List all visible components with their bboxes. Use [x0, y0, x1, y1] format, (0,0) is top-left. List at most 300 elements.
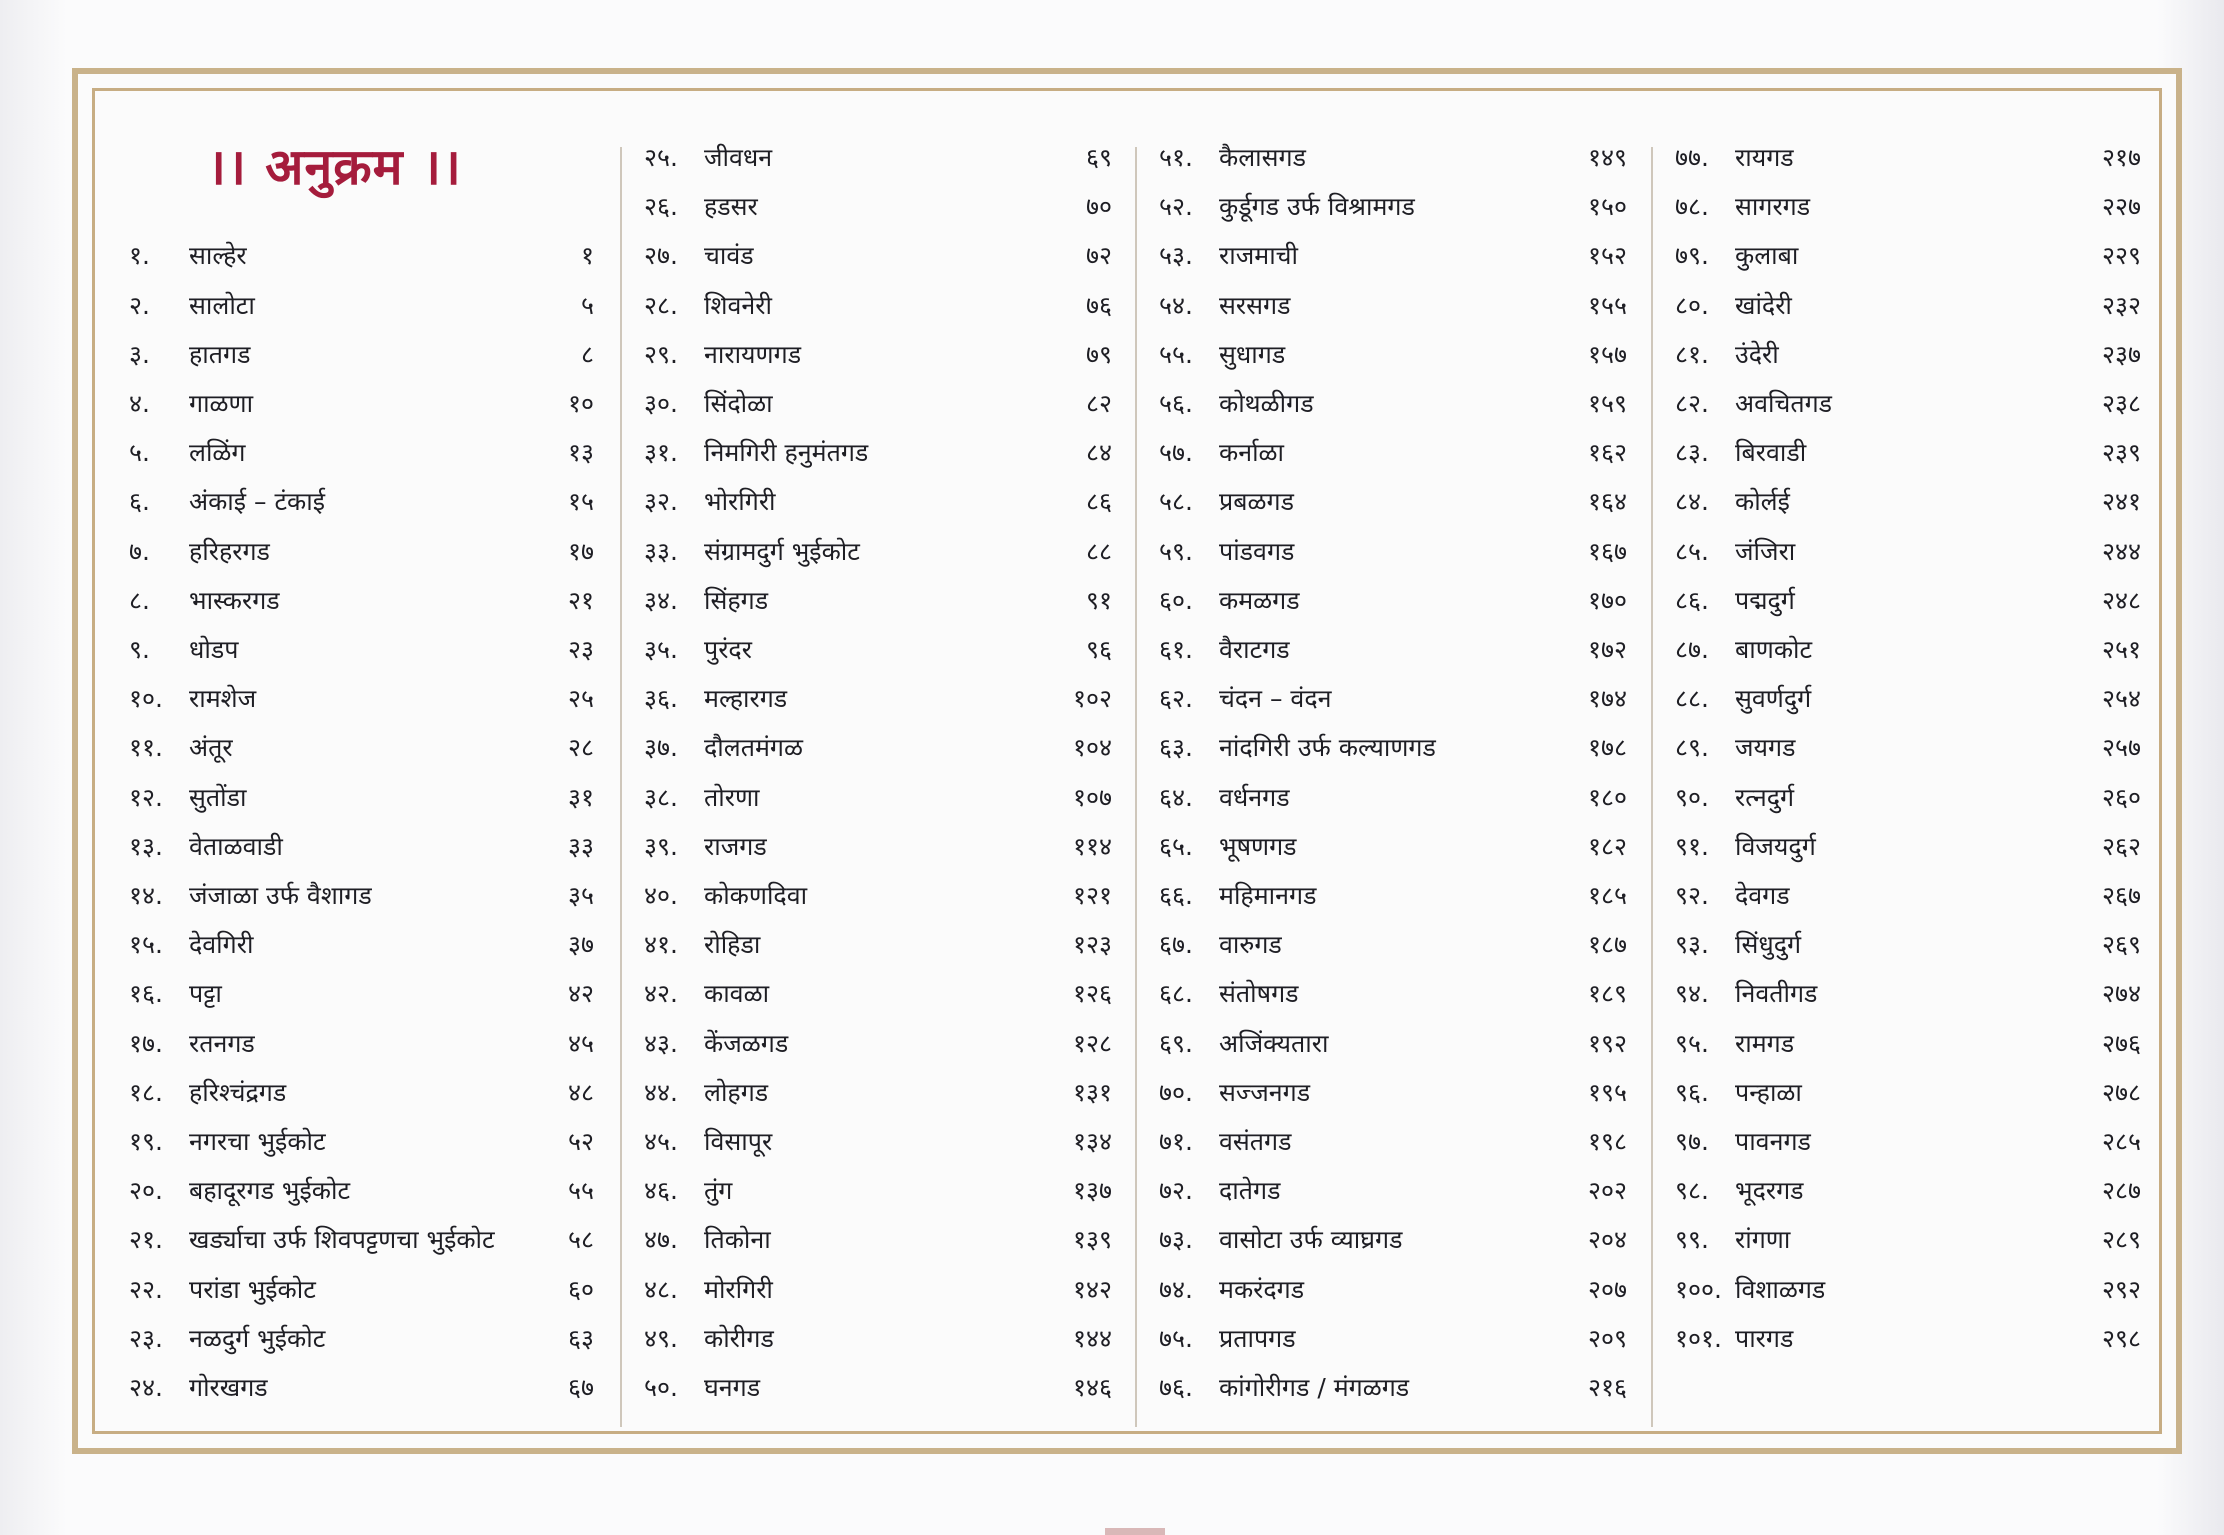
entry-page: २१ [567, 585, 594, 615]
entry-number: ९०. [1675, 782, 1709, 812]
toc-entry [1159, 1265, 1627, 1314]
entry-name: राजगड [704, 831, 767, 861]
entry-number: ६४. [1159, 782, 1193, 812]
toc-entry [644, 1068, 1112, 1117]
entry-page: २१७ [2101, 143, 2141, 172]
toc-entry [1675, 379, 2141, 428]
toc-entry [1159, 231, 1627, 280]
entry-name: नारायणगड [704, 339, 802, 369]
entry-number: ६३. [1159, 733, 1193, 763]
entry-page: १६७ [1587, 536, 1627, 566]
entry-name: सरसगड [1219, 290, 1291, 320]
entry-page: १७४ [1587, 684, 1627, 714]
entry-page: २४१ [2101, 487, 2141, 517]
toc-entry [1675, 1117, 2141, 1166]
toc-entry [129, 1117, 594, 1166]
entry-name: विसापूर [704, 1127, 773, 1156]
toc-entry [644, 1019, 1112, 1068]
entry-name: नगरचा भुईकोट [189, 1127, 326, 1156]
entry-page: २९२ [2101, 1274, 2141, 1304]
entry-name: कुलाबा [1735, 241, 1799, 271]
toc-entry [1675, 527, 2141, 576]
entry-page: १६४ [1587, 487, 1627, 517]
entry-name: विशाळगड [1735, 1274, 1826, 1304]
entry-name: गाळणा [189, 389, 254, 418]
entry-name: सिंहगड [704, 585, 769, 615]
toc-entry [1675, 871, 2141, 920]
entry-number: ८. [129, 585, 150, 615]
entry-name: दौलतमंगळ [704, 733, 803, 763]
entry-name: भूषणगड [1219, 831, 1297, 861]
toc-entry [644, 822, 1112, 871]
entry-name: देवगड [1735, 881, 1790, 910]
toc-entry [129, 1215, 594, 1264]
entry-number: ८४. [1675, 487, 1709, 517]
entry-name: साल्हेर [189, 241, 247, 271]
entry-page: १५० [1587, 192, 1627, 222]
toc-entry [1159, 920, 1627, 969]
toc-entry [644, 674, 1112, 723]
entry-name: हरिहरगड [189, 536, 270, 566]
entry-page: २३९ [2101, 438, 2141, 468]
entry-name: सुधागड [1219, 339, 1286, 369]
toc-entry [1675, 231, 2141, 280]
entry-number: ९२. [1675, 881, 1709, 910]
entry-page: ३५ [567, 881, 594, 910]
entry-page: २३७ [2101, 339, 2141, 369]
entry-number: ४९. [644, 1323, 678, 1353]
entry-number: २१. [129, 1225, 163, 1255]
entry-page: ५८ [567, 1225, 594, 1255]
page-edge-tab [1105, 1528, 1165, 1535]
entry-page: १८९ [1587, 979, 1627, 1009]
entry-number: ३१. [644, 438, 678, 468]
entry-number: ५. [129, 438, 150, 468]
entry-number: ९८. [1675, 1176, 1709, 1206]
toc-entry [1159, 969, 1627, 1018]
entry-name: भास्करगड [189, 585, 280, 615]
entry-number: ७. [129, 536, 150, 566]
toc-entry [1675, 920, 2141, 969]
toc-frame [72, 68, 2182, 1454]
entry-page: २२७ [2101, 192, 2141, 222]
entry-number: २२. [129, 1274, 163, 1304]
entry-page: १३७ [1072, 1176, 1112, 1206]
toc-entry [644, 969, 1112, 1018]
toc-entry [129, 576, 594, 625]
entry-name: निमगिरी हनुमंतगड [704, 438, 869, 468]
toc-entry [1675, 674, 2141, 723]
entry-page: ५२ [567, 1127, 594, 1156]
entry-page: २३२ [2101, 290, 2141, 320]
entry-name: दातेगड [1219, 1176, 1281, 1206]
entry-page: २६० [2101, 782, 2141, 812]
entry-name: अंकाई – टंकाई [189, 487, 325, 517]
entry-page: ११४ [1072, 831, 1112, 861]
entry-number: ६०. [1159, 585, 1193, 615]
entry-number: ३६. [644, 684, 678, 714]
entry-name: सिंदोळा [704, 389, 773, 418]
toc-entry [129, 674, 594, 723]
entry-number: ७८. [1675, 192, 1709, 222]
entry-number: २४. [129, 1373, 163, 1402]
entry-name: पुरंदर [704, 635, 752, 664]
entry-number: ७३. [1159, 1225, 1193, 1255]
toc-entry [1159, 674, 1627, 723]
entry-page: २३ [567, 635, 594, 664]
entry-name: अवचितगड [1735, 389, 1833, 418]
toc-entry [1159, 871, 1627, 920]
entry-page: १८७ [1587, 930, 1627, 960]
entry-name: धोडप [189, 635, 239, 664]
toc-entry [129, 477, 594, 526]
entry-number: ७५. [1159, 1323, 1193, 1353]
toc-entry [1159, 379, 1627, 428]
entry-name: तोरणा [704, 782, 760, 812]
entry-number: ८१. [1675, 339, 1709, 369]
toc-entry [644, 1166, 1112, 1215]
toc-entry [1675, 281, 2141, 330]
toc-entry [1675, 576, 2141, 625]
entry-name: सुवर्णदुर्ग [1735, 684, 1812, 714]
entry-number: २३. [129, 1323, 163, 1353]
entry-number: ५५. [1159, 339, 1193, 369]
entry-page: १०७ [1072, 782, 1112, 812]
entry-number: २८. [644, 290, 678, 320]
entry-number: ५६. [1159, 389, 1193, 418]
entry-number: ५७. [1159, 438, 1193, 468]
entry-number: ९४. [1675, 979, 1709, 1009]
entry-name: कमळगड [1219, 585, 1300, 615]
entry-page: ८ [580, 339, 594, 369]
entry-page: ८६ [1085, 487, 1112, 517]
toc-entry [1675, 723, 2141, 772]
entry-number: ९७. [1675, 1127, 1709, 1156]
entry-number: ८८. [1675, 684, 1709, 714]
entry-name: कोकणदिवा [704, 881, 808, 910]
toc-entry [644, 527, 1112, 576]
toc-entry [129, 969, 594, 1018]
toc-entry [1159, 1117, 1627, 1166]
toc-entry [1159, 576, 1627, 625]
entry-page: २८५ [2101, 1127, 2141, 1156]
entry-page: २४४ [2101, 536, 2141, 566]
entry-number: १६. [129, 979, 163, 1009]
entry-name: केंजळगड [704, 1028, 789, 1058]
entry-name: संतोषगड [1219, 979, 1299, 1009]
toc-entry [129, 1265, 594, 1314]
entry-page: २६९ [2101, 930, 2141, 960]
entry-page: २६७ [2101, 881, 2141, 910]
toc-entry [1159, 1166, 1627, 1215]
entry-page: ४८ [567, 1077, 594, 1107]
entry-page: १५५ [1587, 290, 1627, 320]
toc-entry [1159, 330, 1627, 379]
entry-page: १२३ [1072, 930, 1112, 960]
toc-entry [1675, 1215, 2141, 1264]
entry-page: ७० [1085, 192, 1112, 222]
entry-page: १०४ [1072, 733, 1112, 763]
toc-entry [129, 822, 594, 871]
entry-page: १ [580, 241, 594, 271]
entry-number: १५. [129, 930, 163, 960]
entry-number: ४०. [644, 881, 678, 910]
entry-name: उंदेरी [1735, 339, 1779, 369]
toc-entry [644, 1215, 1112, 1264]
entry-name: जयगड [1735, 733, 1796, 763]
toc-entry [1675, 1166, 2141, 1215]
entry-number: ३७. [644, 733, 678, 763]
entry-name: अजिंक्यतारा [1219, 1028, 1329, 1058]
toc-entry [1159, 527, 1627, 576]
toc-entry [1675, 428, 2141, 477]
entry-page: २०७ [1587, 1274, 1627, 1304]
entry-page: ६९ [1085, 143, 1112, 172]
entry-page: २५४ [2101, 684, 2141, 714]
entry-number: ९३. [1675, 930, 1709, 960]
entry-name: चंदन – वंदन [1219, 684, 1332, 714]
entry-number: ८५. [1675, 536, 1709, 566]
entry-name: पन्हाळा [1735, 1077, 1802, 1107]
entry-page: ८८ [1085, 536, 1112, 566]
entry-name: परांडा भुईकोट [189, 1274, 316, 1304]
entry-number: ५९. [1159, 536, 1193, 566]
entry-number: ६२. [1159, 684, 1193, 714]
entry-name: निवतीगड [1735, 979, 1818, 1009]
entry-page: १८२ [1587, 831, 1627, 861]
toc-entry [129, 1166, 594, 1215]
entry-page: १८० [1587, 782, 1627, 812]
entry-name: लळिंग [189, 438, 246, 468]
entry-number: ८९. [1675, 733, 1709, 763]
entry-name: संग्रामदुर्ग भुईकोट [704, 536, 860, 566]
entry-name: कोथळीगड [1219, 389, 1314, 418]
entry-page: १४९ [1587, 143, 1627, 172]
toc-entry [644, 871, 1112, 920]
entry-page: १९५ [1587, 1077, 1627, 1107]
entry-name: हातगड [189, 339, 251, 369]
entry-number: ४५. [644, 1127, 678, 1156]
entry-number: १७. [129, 1028, 163, 1058]
toc-entry [129, 1314, 594, 1363]
toc-entry [129, 723, 594, 772]
entry-number: ३३. [644, 536, 678, 566]
entry-name: रतनगड [189, 1028, 255, 1058]
toc-entry [644, 477, 1112, 526]
entry-name: रत्नदुर्ग [1735, 782, 1795, 812]
entry-page: ४२ [567, 979, 594, 1009]
toc-entry [1675, 1019, 2141, 1068]
toc-entry [1159, 1215, 1627, 1264]
entry-page: २०९ [1587, 1323, 1627, 1353]
toc-entry [644, 1314, 1112, 1363]
entry-number: १४. [129, 881, 163, 910]
entry-page: ३१ [567, 782, 594, 812]
entry-number: २. [129, 290, 150, 320]
entry-number: ४७. [644, 1225, 678, 1255]
entry-number: ६१. [1159, 635, 1193, 664]
entry-page: २७६ [2101, 1028, 2141, 1058]
entry-number: ८६. [1675, 585, 1709, 615]
entry-name: शिवनेरी [704, 290, 772, 320]
entry-name: पांडवगड [1219, 536, 1295, 566]
toc-entry [129, 871, 594, 920]
entry-name: भोरगिरी [704, 487, 776, 517]
toc-entry [644, 1117, 1112, 1166]
entry-name: वासोटा उर्फ व्याघ्रगड [1219, 1225, 1403, 1255]
entry-name: सिंधुदुर्ग [1735, 930, 1802, 960]
entry-page: २२९ [2101, 241, 2141, 271]
entry-page: ६० [567, 1274, 594, 1304]
entry-name: पावनगड [1735, 1127, 1811, 1156]
column-divider [1135, 147, 1137, 1427]
toc-entry [1159, 773, 1627, 822]
entry-number: २६. [644, 192, 678, 222]
entry-name: रामशेज [189, 684, 257, 714]
entry-number: १. [129, 241, 150, 271]
toc-entry [129, 920, 594, 969]
entry-page: २५१ [2101, 635, 2141, 664]
entry-page: १३४ [1072, 1127, 1112, 1156]
toc-entry [1159, 182, 1627, 231]
entry-page: १७८ [1587, 733, 1627, 763]
entry-name: भूदरगड [1735, 1176, 1804, 1206]
entry-name: खांदेरी [1735, 290, 1792, 320]
toc-entry [644, 576, 1112, 625]
entry-number: १००. [1675, 1274, 1722, 1304]
entry-name: जंजिरा [1735, 536, 1796, 566]
toc-entry [1675, 1068, 2141, 1117]
entry-page: २१६ [1587, 1373, 1627, 1402]
entry-name: कैलासगड [1219, 143, 1306, 172]
entry-page: १०२ [1072, 684, 1112, 714]
toc-entry [1675, 773, 2141, 822]
entry-name: कांगोरीगड / मंगळगड [1219, 1373, 1410, 1402]
toc-entry [1159, 1314, 1627, 1363]
entry-number: ९९. [1675, 1225, 1709, 1255]
entry-page: ८२ [1085, 389, 1112, 418]
entry-page: ८४ [1085, 438, 1112, 468]
toc-entry [129, 527, 594, 576]
entry-name: गोरखगड [189, 1373, 268, 1402]
entry-number: ५२. [1159, 192, 1193, 222]
entry-name: वर्धनगड [1219, 782, 1290, 812]
entry-page: १४६ [1072, 1373, 1112, 1402]
toc-entry [1675, 330, 2141, 379]
toc-entry [644, 231, 1112, 280]
toc-entry [644, 1363, 1112, 1412]
entry-page: १५९ [1587, 389, 1627, 418]
entry-number: १०१. [1675, 1323, 1722, 1353]
entry-number: ३. [129, 339, 150, 369]
entry-page: ९६ [1085, 635, 1112, 664]
toc-entry [644, 281, 1112, 330]
entry-number: ७४. [1159, 1274, 1193, 1304]
entry-page: १३९ [1072, 1225, 1112, 1255]
toc-inner-border [92, 88, 2162, 1434]
entry-page: २३८ [2101, 389, 2141, 418]
toc-entry [129, 231, 594, 280]
entry-page: २८७ [2101, 1176, 2141, 1206]
toc-entry [129, 1019, 594, 1068]
entry-name: कोर्लई [1735, 487, 1790, 517]
toc-entry [1675, 625, 2141, 674]
entry-page: १५७ [1587, 339, 1627, 369]
entry-name: नांदगिरी उर्फ कल्याणगड [1219, 733, 1436, 763]
entry-name: चावंड [704, 241, 754, 271]
entry-page: १७ [567, 536, 594, 566]
entry-name: जीवधन [704, 143, 773, 172]
toc-entry [1675, 477, 2141, 526]
entry-page: १३१ [1072, 1077, 1112, 1107]
entry-name: तुंग [704, 1176, 733, 1206]
entry-name: बाणकोट [1735, 635, 1813, 664]
toc-entry [1675, 1314, 2141, 1363]
toc-entry [129, 1068, 594, 1117]
toc-entry [1675, 182, 2141, 231]
entry-number: ४८. [644, 1274, 678, 1304]
entry-name: कावळा [704, 979, 770, 1009]
entry-name: लोहगड [704, 1077, 769, 1107]
entry-name: बहादूरगड भुईकोट [189, 1176, 351, 1206]
entry-name: प्रबळगड [1219, 487, 1294, 517]
entry-page: ३३ [567, 831, 594, 861]
entry-name: मकरंदगड [1219, 1274, 1305, 1304]
entry-name: नळदुर्ग भुईकोट [189, 1323, 326, 1353]
toc-entry [1675, 969, 2141, 1018]
entry-number: ८७. [1675, 635, 1709, 664]
toc-entry [129, 330, 594, 379]
toc-entry [1159, 1068, 1627, 1117]
entry-number: ४३. [644, 1028, 678, 1058]
entry-page: २८ [567, 733, 594, 763]
entry-number: ६७. [1159, 930, 1193, 960]
entry-number: ६६. [1159, 881, 1193, 910]
toc-entry [1159, 281, 1627, 330]
entry-number: १०. [129, 684, 163, 714]
entry-name: कोरीगड [704, 1323, 774, 1353]
entry-page: २८९ [2101, 1225, 2141, 1255]
entry-name: खर्ड्याचा उर्फ शिवपट्टणचा भुईकोट [189, 1225, 495, 1255]
entry-number: १८. [129, 1077, 163, 1107]
entry-name: कर्नाळा [1219, 438, 1285, 468]
entry-name: पारगड [1735, 1323, 1794, 1353]
entry-name: हडसर [704, 192, 758, 222]
entry-page: २९८ [2101, 1323, 2141, 1353]
entry-number: ८०. [1675, 290, 1709, 320]
entry-name: वैराटगड [1219, 635, 1290, 664]
entry-name: विजयदुर्ग [1735, 831, 1816, 861]
entry-page: १४२ [1072, 1274, 1112, 1304]
entry-page: २७४ [2101, 979, 2141, 1009]
entry-page: १५ [567, 487, 594, 517]
toc-entry [129, 625, 594, 674]
toc-title: ।। अनुक्रम ।। [207, 137, 462, 196]
entry-name: मोरगिरी [704, 1274, 773, 1304]
entry-number: ८३. [1675, 438, 1709, 468]
toc-entry [644, 723, 1112, 772]
entry-page: २४८ [2101, 585, 2141, 615]
entry-number: ११. [129, 733, 163, 763]
toc-entry [1159, 1363, 1627, 1412]
entry-name: सज्जनगड [1219, 1077, 1311, 1107]
toc-entry [644, 182, 1112, 231]
toc-entry [1159, 133, 1627, 182]
entry-page: २५ [567, 684, 594, 714]
entry-page: ४५ [567, 1028, 594, 1058]
entry-name: बिरवाडी [1735, 438, 1807, 468]
entry-number: २७. [644, 241, 678, 271]
